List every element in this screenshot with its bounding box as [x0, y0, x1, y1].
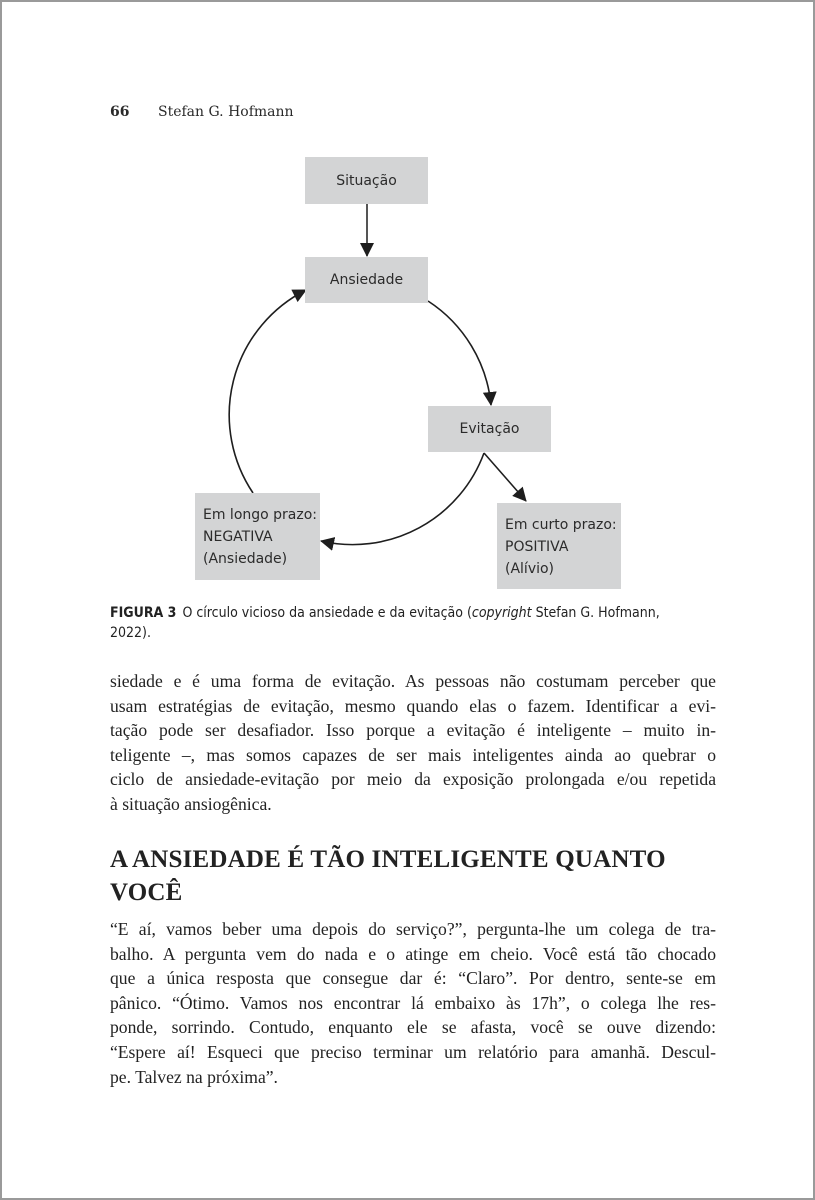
figure-caption [110, 603, 720, 643]
node-curto-prazo-line3: (Alívio) [505, 561, 555, 577]
node-longo-prazo-line3: (Ansiedade) [203, 551, 288, 567]
node-evitacao [428, 406, 551, 452]
paragraph-1-line: siedade e é uma forma de evitação. As pessoas não costumam perceber que [110, 671, 716, 691]
paragraph-2-line: “Espere aí! Esqueci que preciso terminar um relatório para amanhã. Descul- [110, 1041, 716, 1062]
paragraph-2-line: balho. A pergunta vem do nada e o atinge em cheio. Você está tão chocado [110, 943, 716, 964]
paragraph-1-line: à situação ansiogênica. [110, 793, 272, 814]
node-curto-prazo-line2: POSITIVA [505, 539, 569, 555]
paragraph-1-line: usam estratégias de evitação, mesmo quando elas o fazem. Identificar a evi- [110, 695, 716, 716]
caption-line2: 2022). [110, 625, 151, 641]
node-ansiedade-label: Ansiedade [329, 272, 404, 288]
paragraph-2-line: pe. Talvez na próxima”. [110, 1066, 278, 1087]
section-heading-line1: A ANSIEDADE É TÃO INTELIGENTE QUANTO [110, 846, 666, 873]
node-longo-prazo-line2: NEGATIVA [203, 529, 273, 545]
paragraph-1-line: tação pode ser desafiador. Isso porque a evitação é inteligente – muito in- [110, 720, 716, 741]
node-curto-prazo-line1: Em curto prazo: [505, 517, 617, 533]
running-head-author: Stefan G. Hofmann [158, 104, 294, 120]
paragraph-2-line: “E aí, vamos beber uma depois do serviço?”, pergunta-lhe um colega de tra- [110, 919, 716, 939]
node-longo-prazo [195, 493, 320, 580]
paragraph-2-line: que a única resposta que consegue dar é: “Claro”. Por dentro, sente-se em [110, 968, 716, 989]
paragraph-2-line: ponde, sorrindo. Contudo, enquanto ele se afasta, você se ouve dizendo: [110, 1017, 716, 1038]
arrow-evitacao-to-longo-prazo [321, 453, 484, 545]
arrow-longo-prazo-to-ansiedade [229, 290, 306, 493]
paragraph-1-line: teligente –, mas somos capazes de ser mais inteligentes ainda ao quebrar o [110, 744, 716, 765]
node-ansiedade [305, 257, 428, 303]
caption-text-after: Stefan G. Hofmann, [531, 605, 660, 621]
arrow-ansiedade-to-evitacao [428, 301, 491, 405]
figure-label: FIGURA 3 [110, 605, 177, 621]
caption-italic: copyright [471, 605, 532, 621]
node-situacao [305, 157, 428, 204]
node-longo-prazo-line1: Em longo prazo: [203, 507, 318, 523]
arrow-evitacao-to-curto-prazo [484, 453, 526, 501]
paragraph-2-line: pânico. “Ótimo. Vamos nos encontrar lá embaixo às 17h”, o colega lhe res- [110, 992, 716, 1013]
section-heading-line2: VOCÊ [110, 879, 183, 906]
paragraph-2 [110, 917, 716, 1089]
node-evitacao-label: Evitação [459, 421, 520, 437]
node-situacao-label: Situação [336, 172, 397, 189]
page-number: 66 [110, 104, 130, 120]
paragraph-1 [110, 669, 716, 817]
paragraph-1-line: ciclo de ansiedade-evitação por meio da exposição prolongada e/ou repetida [110, 769, 716, 790]
section-heading [110, 843, 730, 909]
node-curto-prazo [497, 503, 621, 589]
caption-text-before: O círculo vicioso da ansiedade e da evitação ( [182, 605, 472, 621]
